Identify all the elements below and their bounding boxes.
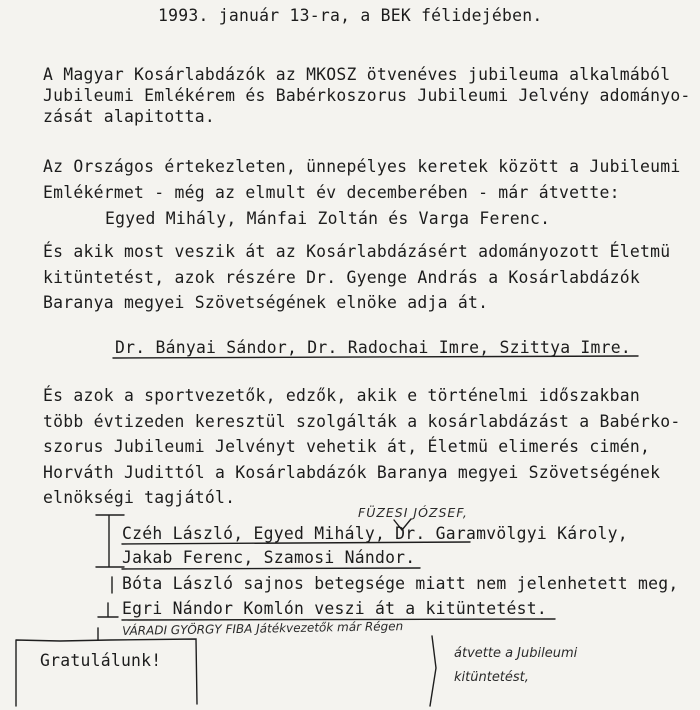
paragraph-lifetime-line-1: És akik most veszik át az Kosárlabdázásért adományozott Életmü xyxy=(43,242,671,261)
paragraph-laurel-line-3: szorus Jubileumi Jelvényt vehetik át, Életmü elimerés cimén, xyxy=(43,437,651,456)
note-connector xyxy=(430,636,436,706)
list-line-1: Czéh László, Egyed Mihály, Dr. Garamvölgyi Károly, xyxy=(122,524,628,543)
handwritten-insert-name: FÜZESI JÓZSEF, xyxy=(358,505,468,520)
paragraph-laurel-line-5: elnökségi tagjától. xyxy=(43,488,236,507)
closing-greeting: Gratulálunk! xyxy=(40,651,162,670)
list-bracket xyxy=(96,515,124,567)
paragraph-ceremony-line-1: Az Országos értekezleten, ünnepélyes keretek között a Jubileumi xyxy=(43,157,681,176)
awardee-names: Dr. Bányai Sándor, Dr. Radochai Imre, Szittya Imre. xyxy=(115,338,632,357)
paragraph-laurel-line-2: több évtizeden keresztül szolgálták a kosárlabdázást a Babérko- xyxy=(43,412,681,431)
paragraph-founding-line-2: Jubileumi Emlékérem és Babérkoszorus Jubileumi Jelvény adományo- xyxy=(43,86,691,105)
paragraph-laurel-line-4: Horváth Judittól a Kosárlabdázók Baranya megyei Szövetségének xyxy=(43,463,661,482)
list-line-2: Jakab Ferenc, Szamosi Nándor. xyxy=(122,548,416,567)
list-line-3: Bóta László sajnos betegsége miatt nem jelenhetett meg, xyxy=(122,574,679,593)
paragraph-laurel-line-1: És azok a sportvezetők, edzők, akik e történelmi időszakban xyxy=(43,386,640,405)
handwritten-note-line-2: átvette a Jubileumi xyxy=(454,646,578,661)
paragraph-lifetime-line-3: Baranya megyei Szövetségének elnöke adja át. xyxy=(43,293,489,312)
document-heading: 1993. január 13-ra, a BEK félidejében. xyxy=(158,6,543,25)
note-frame xyxy=(16,639,197,706)
paragraph-founding-line-1: A Magyar Kosárlabdázók az MKOSZ ötvenéves jubileuma alkalmából xyxy=(43,65,671,84)
list-line-4: Egri Nándor Komlón veszi át a kitüntetést. xyxy=(122,599,547,618)
list-underline-2 xyxy=(122,568,420,569)
paragraph-ceremony-line-3: Egyed Mihály, Mánfai Zoltán és Varga Ferenc. xyxy=(105,209,551,228)
paragraph-ceremony-line-2: Emlékérmet - még az elmult év decemberében - már átvette: xyxy=(43,183,620,202)
paragraph-lifetime-line-2: kitüntetést, azok részére Dr. Gyenge András a Kosárlabdázók xyxy=(43,268,640,287)
handwritten-note-line-1: VÁRADI GYÖRGY FIBA Játékvezetők már Régen xyxy=(122,619,404,638)
handwritten-note-line-3: kitüntetést, xyxy=(454,670,529,685)
paragraph-founding-line-3: zását alapitotta. xyxy=(43,107,216,126)
list-mark-2 xyxy=(98,603,118,617)
